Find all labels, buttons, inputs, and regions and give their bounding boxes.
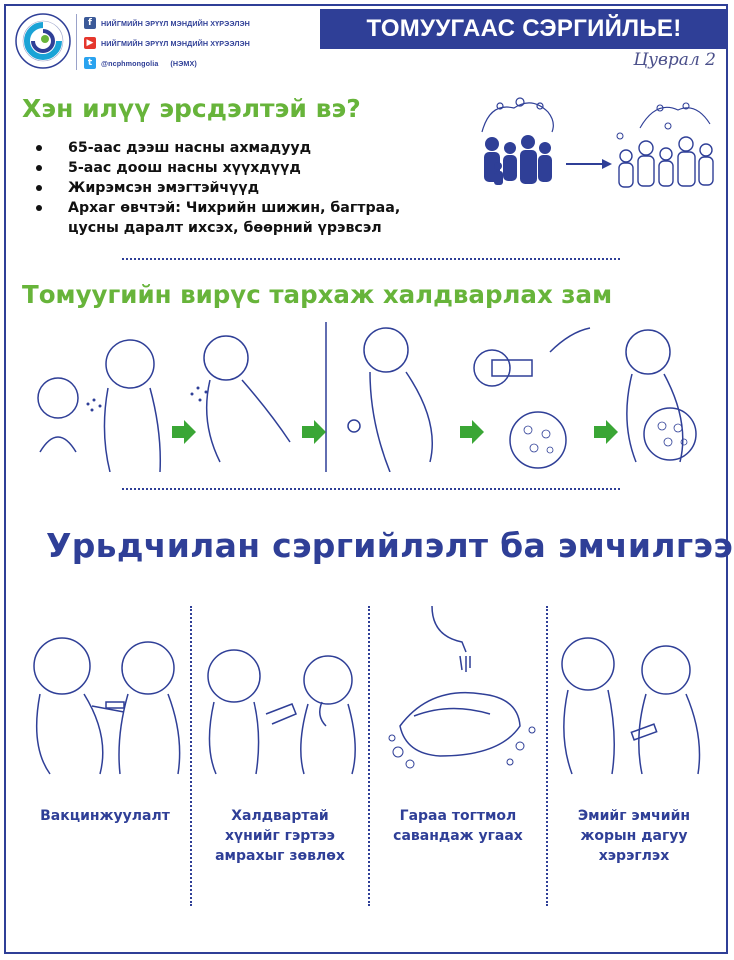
prevention-label: Гараа тогтмол bbox=[399, 808, 517, 824]
twitter-handle: @ncphmongolia bbox=[101, 58, 159, 68]
prevention-label: Вакцинжуулалт bbox=[40, 808, 170, 824]
institute-logo bbox=[14, 12, 72, 70]
youtube-link[interactable] bbox=[84, 34, 314, 52]
facebook-icon: f bbox=[84, 17, 96, 29]
list-item: Жирэмсэн эмэгтэйчүүд bbox=[36, 178, 436, 198]
section-divider bbox=[122, 258, 620, 260]
prevention-section-title: Урьдчилан сэргийлэлт ба эмчилгээ bbox=[46, 526, 734, 565]
transmission-illustration bbox=[30, 322, 710, 472]
medication-illustration bbox=[548, 606, 720, 776]
header-divider bbox=[76, 14, 77, 70]
twitter-tag: (НЭМХ) bbox=[170, 58, 197, 68]
twitter-icon: t bbox=[84, 57, 96, 69]
risk-section-title: Хэн илүү эрсдэлтэй вэ? bbox=[22, 94, 361, 123]
title-banner bbox=[320, 9, 728, 49]
crowd-spread-illustration bbox=[470, 88, 720, 200]
series-label: Цуврал 2 bbox=[633, 50, 716, 70]
youtube-icon: ▶ bbox=[84, 37, 96, 49]
isolation-illustration bbox=[192, 606, 368, 776]
prevention-label: Халдвартай bbox=[231, 808, 329, 824]
youtube-label: НИЙГМИЙН ЭРҮҮЛ МЭНДИЙН ХҮРЭЭЛЭН bbox=[101, 38, 250, 48]
facebook-link[interactable] bbox=[84, 14, 314, 32]
prevention-card-handwashing: Гараа тогтмол савандаж угаах bbox=[370, 606, 546, 906]
twitter-link[interactable] bbox=[84, 54, 314, 72]
list-item: Архаг өвчтэй: Чихрийн шижин, багтраа, цусны даралт ихсэх, бөөрний үрэвсэл bbox=[36, 198, 436, 238]
handwashing-illustration bbox=[370, 606, 546, 776]
prevention-card-vaccination bbox=[20, 606, 190, 906]
poster-title: ТОМУУГААС СЭРГИЙЛЬЕ! bbox=[366, 15, 682, 42]
vaccination-illustration bbox=[20, 606, 190, 776]
list-item: 65-аас дээш насны ахмадууд bbox=[36, 138, 436, 158]
section-divider bbox=[122, 488, 620, 490]
transmission-section-title: Томуугийн вирүс тархаж халдварлах зам bbox=[22, 280, 613, 309]
social-links bbox=[84, 14, 314, 74]
arrow-icon bbox=[172, 420, 618, 444]
risk-group-list bbox=[36, 138, 436, 238]
prevention-card-medication: Эмийг эмчийн жорын дагуу хэрэглэх bbox=[548, 606, 720, 906]
prevention-label: Эмийг эмчийн bbox=[577, 808, 691, 824]
prevention-card-isolation: Халдвартай хүнийг гэртээ амрахыг зөвлөх bbox=[192, 606, 368, 906]
facebook-label: НИЙГМИЙН ЭРҮҮЛ МЭНДИЙН ХҮРЭЭЛЭН bbox=[101, 18, 250, 28]
list-item: 5-аас доош насны хүүхдүүд bbox=[36, 158, 436, 178]
